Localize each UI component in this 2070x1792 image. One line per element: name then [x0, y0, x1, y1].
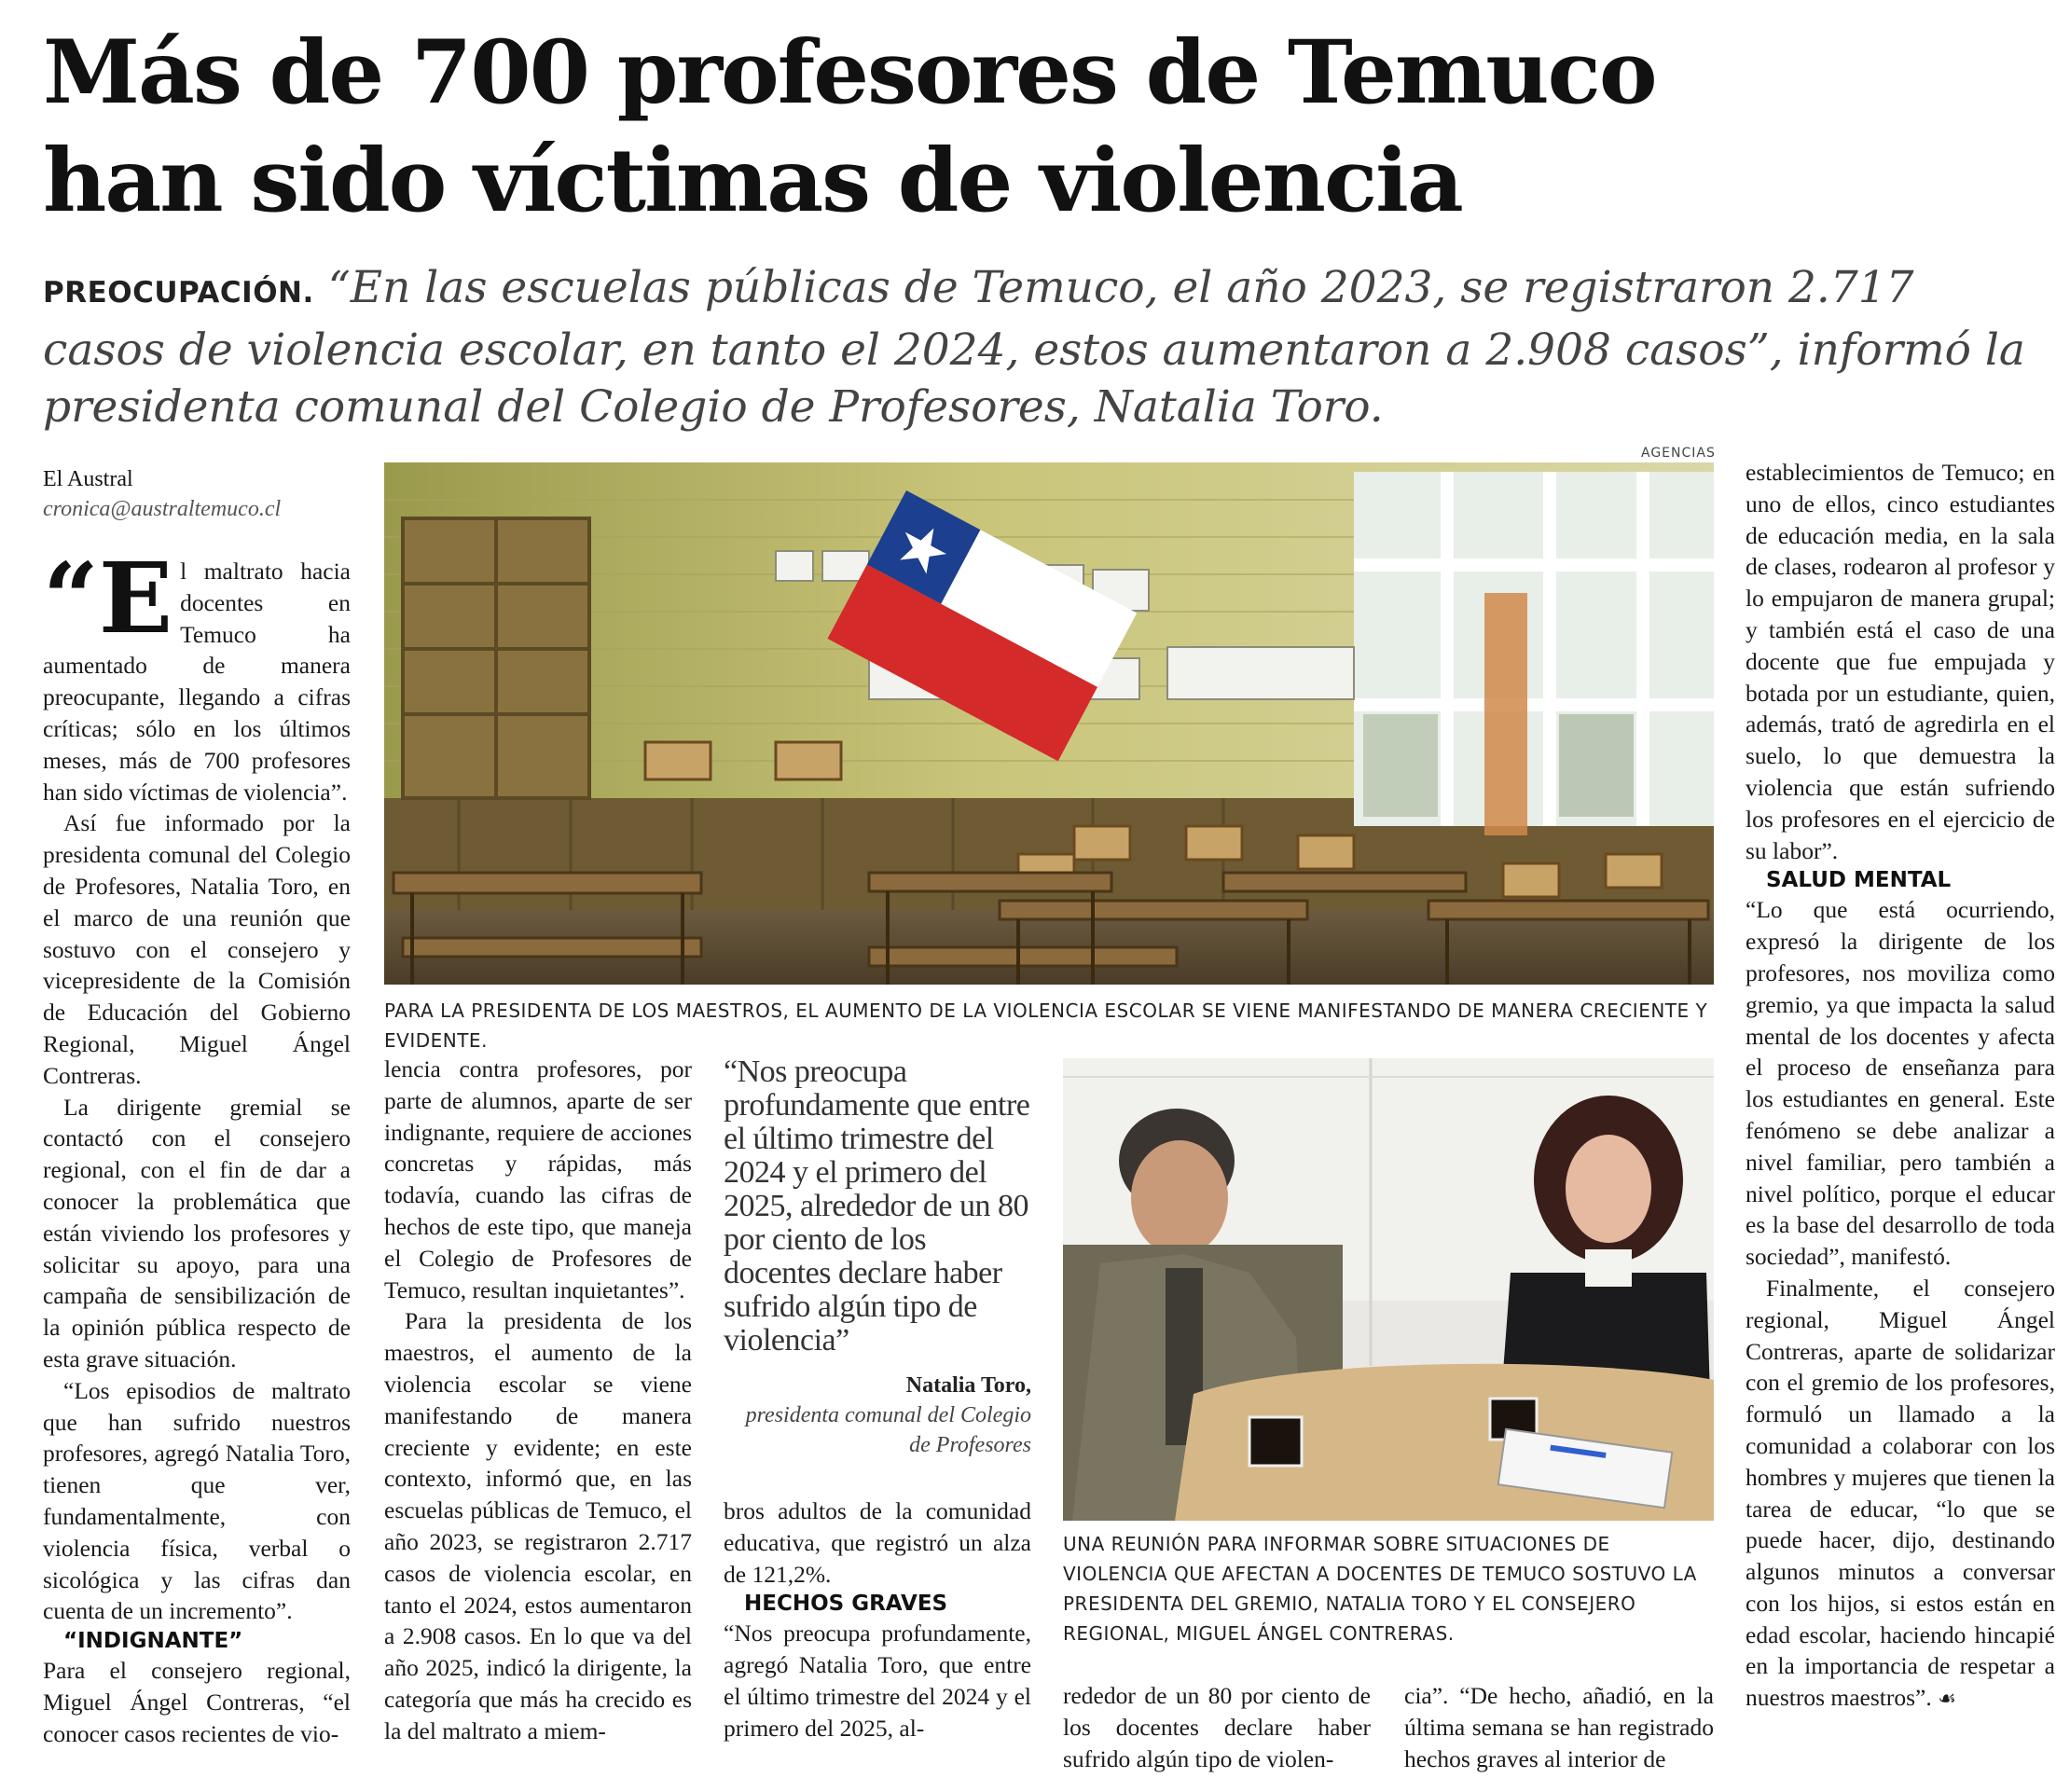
pull-quote: “Nos preocupa profundamente que entre el último trimestre del 2024 y el primero del 2025, alrededor de un 80 por ciento de los docentes declare haber sufrido algún tipo de violencia”	[724, 1055, 1030, 1358]
byline	[43, 464, 351, 524]
headline	[43, 19, 2048, 235]
pull-quote-name: Natalia Toro,	[905, 1373, 1031, 1398]
column-6	[1746, 457, 2055, 1777]
subhead-indignante: “INDIGNANTE”	[63, 1629, 243, 1654]
paragraph: “Los episodios de maltrato que han sufrido nuestros profesores, agregó Natalia Toro, tienen que ver, fundamentalmente, con violencia física, verbal o sicológica y las cifras dan cuenta de un incremento”.	[43, 1376, 351, 1625]
lead-paragraph	[43, 541, 351, 807]
photo-credit: AGENCIAS	[1641, 446, 1716, 461]
pull-quote-role-1: presidenta comunal del Colegio	[745, 1403, 1031, 1427]
photo-caption-1: PARA LA PRESIDENTA DE LOS MAESTROS, EL AUMENTO DE LA VIOLENCIA ESCOLAR SE VIENE MANIFESTANDO DE MANERA CRECIENTE Y EVIDENTE.	[384, 999, 1708, 1052]
paragraph: cia”. “De hecho, añadió, en la última semana se han registrado hechos graves al interior de	[1404, 1682, 1714, 1772]
pull-quote-role-2: de Profesores	[909, 1433, 1031, 1457]
drop-cap: “E	[43, 541, 173, 655]
paragraph: “Lo que está ocurriendo, expresó la dirigente de los profesores, nos moviliza como gremio, ya que impacta la salud mental de los docentes y afecta el proceso de enseñanza para los estudiantes en general. Este fenómeno se debe analizar a nivel familiar, pero también a nivel político, porque el educar es la base del desarrollo de toda sociedad”, manifestó.	[1746, 896, 2055, 1271]
byline-email: cronica@australtemuco.cl	[43, 497, 282, 521]
byline-source: El Austral	[43, 467, 133, 491]
deck	[43, 259, 2048, 435]
paragraph: Para el consejero regional, Miguel Ángel Contreras, “el conocer casos recientes de vio-	[43, 1657, 351, 1747]
classroom-photo	[384, 462, 1714, 985]
paragraph: bros adultos de la comunidad educativa, que registró un alza de 121,2%.	[724, 1497, 1031, 1588]
column-2	[384, 1054, 692, 1777]
column-1	[43, 541, 351, 1777]
deck-text: “En las escuelas públicas de Temuco, el año 2023, se registraron 2.717 casos de violencia escolar, en tanto el 2024, estos aumentaron a 2.908 casos”, informó la presidenta comunal del Colegio de Profesores, Natalia Toro.	[43, 262, 2025, 433]
paragraph: rededor de un 80 por ciento de los docentes declare haber sufrido algún tipo de violen-	[1063, 1682, 1371, 1772]
lead-text: l maltrato hacia docentes en Temuco ha aumentado de manera preocupante, llegando a cifras críticas; sólo en los últimos meses, más de 700 profesores han sido víctimas de violencia”.	[43, 558, 351, 806]
headline-line-2: han sido víctimas de violencia	[43, 130, 1462, 232]
paragraph: establecimientos de Temuco; en uno de ellos, cinco estudiantes de educación media, en la sala de clases, rodearon al profesor y lo empujaron de manera grupal; y también está el caso de una docente que fue empujada y botada por un estudiante, quien, además, trató de agredirla en el suelo, lo que demuestra la violencia que están sufriendo los profesores en el ejercicio de su labor”.	[1746, 459, 2055, 864]
paragraph: lencia contra profesores, por parte de alumnos, aparte de ser indignante, requiere de acciones concretas y rápidas, más todavía, cuando las cifras de hechos de este tipo, que maneja el Colegio de Profesores de Temuco, resultan inquietantes”.	[384, 1055, 692, 1303]
paragraph	[1746, 1273, 2055, 1716]
subhead-salud-mental: SALUD MENTAL	[1766, 868, 1952, 893]
photo-caption-2: UNA REUNIÓN PARA INFORMAR SOBRE SITUACIONES DE VIOLENCIA QUE AFECTAN A DOCENTES DE TEMUCO SOSTUVO LA PRESIDENTA DEL GREMIO, NATALIA TORO Y EL CONSEJERO REGIONAL, MIGUEL ÁNGEL CONTRERAS.	[1063, 1533, 1697, 1645]
deck-kicker: PREOCUPACIÓN.	[43, 276, 314, 310]
end-mark-icon: ☙	[1938, 1688, 1956, 1712]
column-3	[724, 1496, 1031, 1777]
column-4	[1063, 1680, 1371, 1777]
meeting-photo-illustration	[1063, 1058, 1714, 1521]
paragraph-text: Finalmente, el consejero regional, Miguel Ángel Contreras, aparte de solidarizar con el gremio de los profesores, formuló un llamado a la comunidad a colaborar con los hombres y mujeres que tienen la tarea de educar, “lo que se puede hacer, dijo, destinando algunos minutos a conversar con los hijos, si estos están en edad escolar, haciendo hincapié en la importancia de respetar a nuestros maestros”.	[1746, 1274, 2055, 1712]
headline-line-1: Más de 700 profesores de Temuco	[43, 21, 1656, 124]
paragraph: La dirigente gremial se contactó con el consejero regional, con el fin de dar a conocer la problemática que están viviendo los profesores y solicitar su apoyo, para una campaña de sensibilización de la opinión pública respecto de esta grave situación.	[43, 1093, 351, 1372]
paragraph: “Nos preocupa profundamente, agregó Natalia Toro, que entre el último trimestre del 2024 y el primero del 2025, al-	[724, 1620, 1031, 1742]
classroom-photo-illustration	[384, 462, 1714, 985]
paragraph: Así fue informado por la presidenta comunal del Colegio de Profesores, Natalia Toro, en el marco de una reunión que sostuvo con el consejero y vicepresidente de la Comisión de Educación del Gobierno Regional, Miguel Ángel Contreras.	[43, 809, 351, 1089]
column-5	[1404, 1680, 1714, 1777]
paragraph: Para la presidenta de los maestros, el aumento de la violencia escolar se viene manifestando de manera creciente y evidente; en este contexto, informó que, en las escuelas públicas de Temuco, el año 2023, se registraron 2.717 casos de violencia escolar, en tanto el 2024, estos aumentaron a 2.908 casos. En lo que va del año 2025, indicó la dirigente, la categoría que más ha crecido es la del maltrato a miem-	[384, 1307, 692, 1744]
meeting-photo	[1063, 1058, 1714, 1521]
subhead-hechos-graves: HECHOS GRAVES	[744, 1592, 948, 1617]
pull-quote-attribution	[724, 1371, 1031, 1460]
